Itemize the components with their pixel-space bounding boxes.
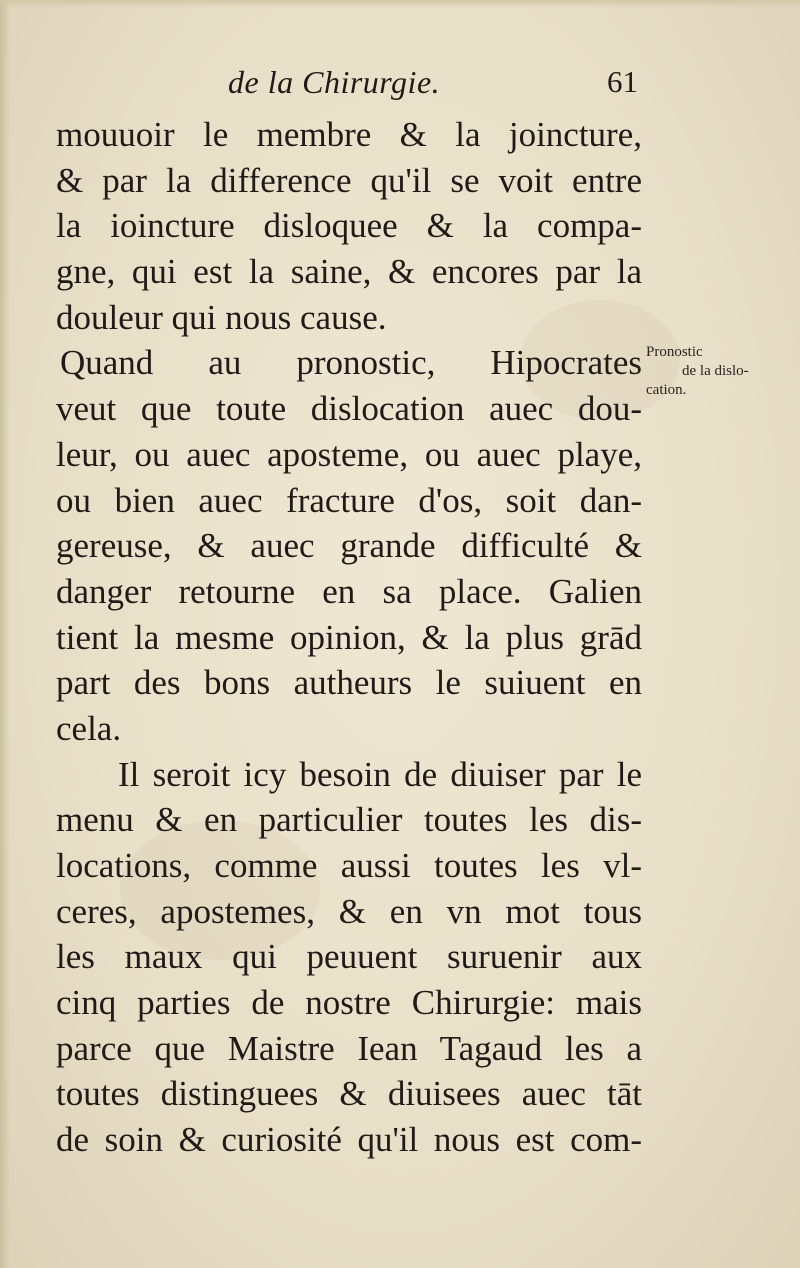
text-line: Quand au pronostic, Hipocrates: [60, 343, 642, 383]
text-line: cinq parties de nostre Chirurgie: mais: [56, 983, 642, 1023]
text-line: tient la mesme opinion, & la plus grād: [56, 617, 642, 657]
page-header: [228, 64, 638, 108]
margin-note-line: de la dislo-: [682, 363, 749, 379]
text-line: ou bien auec fracture d'os, soit dan-: [56, 480, 642, 520]
text-line: part des bons autheurs le suiuent en: [56, 663, 642, 703]
text-line: la ioincture disloquee & la compa-: [56, 206, 642, 246]
page-number: 61: [607, 64, 638, 99]
text-line: mouuoir le membre & la joincture,: [56, 115, 642, 154]
body-text: [56, 112, 642, 1163]
text-line: douleur qui nous cause.: [56, 297, 387, 337]
running-head: de la Chirurgie.: [228, 64, 441, 100]
text-line: gne, qui est la saine, & encores par la: [56, 252, 642, 292]
margin-note-line: cation.: [646, 382, 687, 398]
text-line: ceres, apostemes, & en vn mot tous: [56, 891, 642, 931]
text-line: danger retourne en sa place. Galien: [56, 571, 642, 611]
margin-note: [646, 343, 766, 400]
page-edge-shadow: [0, 0, 10, 1268]
text-line: veut que toute dislocation auec dou-: [56, 389, 642, 429]
text-line: leur, ou auec aposteme, ou auec playe,: [56, 434, 642, 474]
text-line: les maux qui peuuent suruenir aux: [56, 937, 642, 977]
text-line: cela.: [56, 708, 122, 748]
text-line: parce que Maistre Iean Tagaud les a: [56, 1028, 642, 1068]
text-line: de soin & curiosité qu'il nous est com-: [56, 1120, 642, 1160]
margin-note-line: Pronostic: [646, 344, 703, 360]
text-line: gereuse, & auec grande difficulté &: [56, 526, 642, 566]
text-line: Il seroit icy besoin de diuiser par le: [118, 754, 642, 794]
page-top-shadow: [0, 0, 800, 8]
text-line: toutes distinguees & diuisees auec tāt: [56, 1074, 642, 1114]
text-line: menu & en particulier toutes les dis-: [56, 800, 642, 840]
text-line: & par la difference qu'il se voit entre: [56, 160, 642, 200]
text-line: locations, comme aussi toutes les vl-: [56, 846, 642, 885]
